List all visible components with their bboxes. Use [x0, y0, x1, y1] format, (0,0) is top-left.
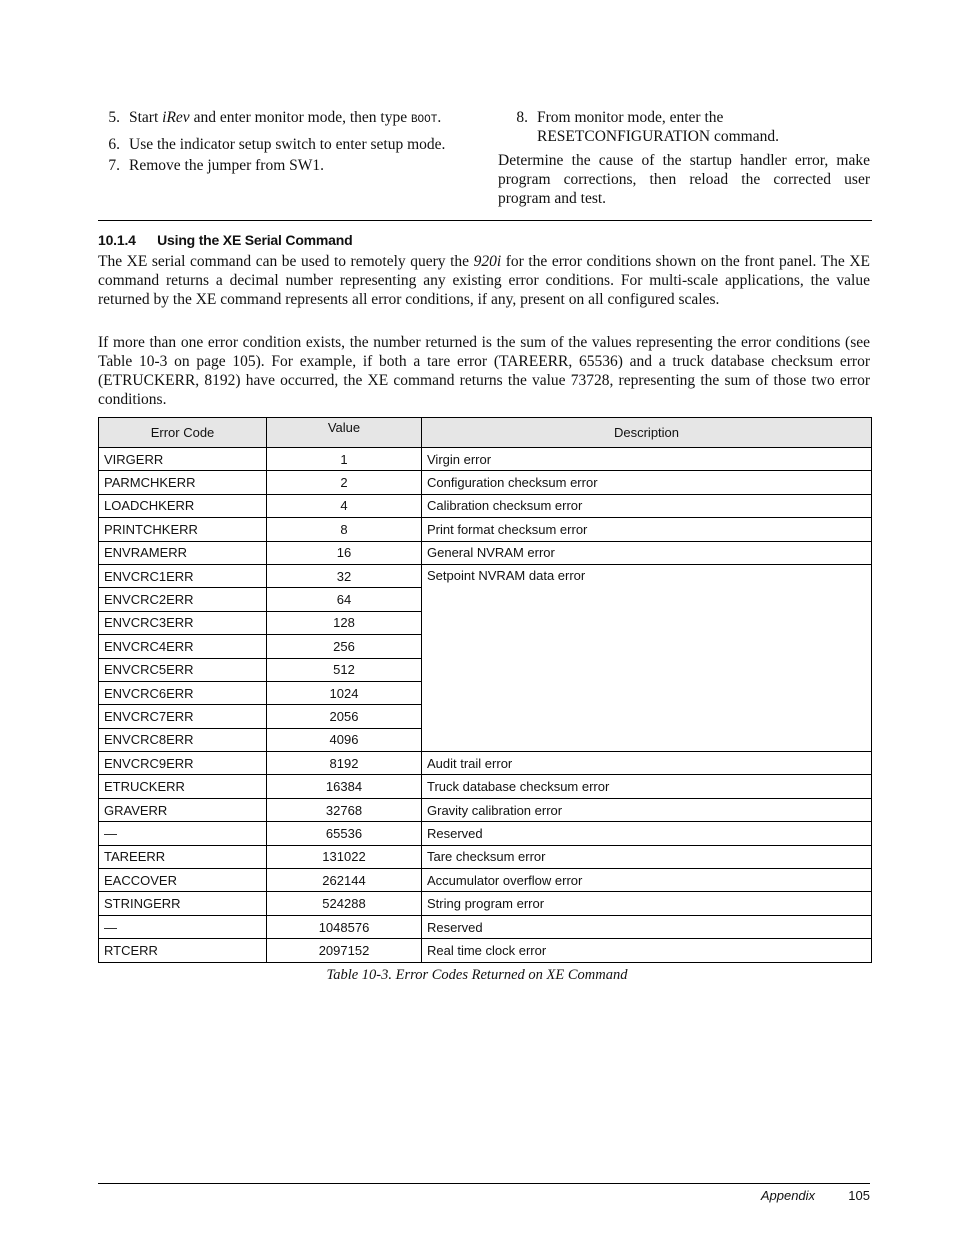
table-row [99, 915, 872, 938]
value-cell: 1024 [267, 681, 422, 704]
page-footer [700, 1188, 870, 1203]
error-code-cell: TAREERR [99, 845, 267, 868]
description-cell: Reserved [422, 915, 872, 938]
value-cell: 128 [267, 611, 422, 634]
value-cell: 512 [267, 658, 422, 681]
description-cell: Tare checksum error [422, 845, 872, 868]
value-cell: 2 [267, 471, 422, 494]
table-row [99, 448, 872, 471]
table-row [99, 541, 872, 564]
table-row [99, 845, 872, 868]
description-cell: Calibration checksum error [422, 494, 872, 517]
table-row [99, 564, 872, 587]
product-name: 920i [473, 253, 502, 270]
step-number: 5. [108, 109, 120, 126]
value-cell: 262144 [267, 869, 422, 892]
steps-right-column [498, 108, 870, 208]
error-code-cell: — [99, 822, 267, 845]
table-header-row [99, 418, 872, 448]
step-text: From monitor mode, enter the RESETCONFIGURATION command. [537, 109, 779, 145]
step-8 [498, 108, 870, 146]
description-cell: Audit trail error [422, 752, 872, 775]
error-code-cell: ENVCRC4ERR [99, 635, 267, 658]
description-cell: Virgin error [422, 448, 872, 471]
step-text: Use the indicator setup switch to enter setup mode. [129, 136, 446, 153]
value-cell: 131022 [267, 845, 422, 868]
table-row [99, 892, 872, 915]
value-cell: 16 [267, 541, 422, 564]
page-number: 105 [848, 1188, 870, 1203]
step-text: and enter monitor mode, then type [189, 109, 411, 126]
steps-left-column [98, 108, 470, 175]
table-row [99, 494, 872, 517]
error-code-cell: VIRGERR [99, 448, 267, 471]
error-code-cell: ENVCRC2ERR [99, 588, 267, 611]
value-cell: 2097152 [267, 939, 422, 962]
table-caption: Table 10-3. Error Codes Returned on XE Command [326, 967, 628, 983]
description-cell: Configuration checksum error [422, 471, 872, 494]
step-6 [98, 135, 470, 154]
step-7 [98, 156, 470, 175]
error-code-cell: PARMCHKERR [99, 471, 267, 494]
boot-command: BOOT [410, 114, 438, 126]
xe-sum-paragraph: If more than one error condition exists, the number returned is the sum of the values representing the error conditions (see Table 10-3 on page 105). For example, if both a tare error (TAREERR, 65536) and a truck database checksum error (ETRUCKERR, 8192) have occurred, the XE command returns the value 73728, representing the sum of those two error conditions. [98, 334, 870, 408]
description-cell: Setpoint NVRAM data error [422, 564, 872, 751]
column-header-value: Value [267, 418, 422, 448]
xe-intro-paragraph: The XE serial command can be used to remotely query the 920i for the error conditions shown on the front panel. The XE command returns a decimal number representing any existing error conditions. For multi-scale applications, the value returned by the XE command represents all error conditions, if any, present on all configured scales. [98, 253, 871, 308]
startup-error-paragraph: Determine the cause of the startup handler error, make program corrections, then reload the corrected user program and test. [498, 152, 870, 207]
error-codes-table [98, 417, 872, 963]
value-cell: 64 [267, 588, 422, 611]
step-text: Start [129, 109, 163, 126]
error-code-cell: GRAVERR [99, 798, 267, 821]
step-number: 6. [108, 136, 120, 153]
value-cell: 1 [267, 448, 422, 471]
table-row [99, 752, 872, 775]
value-cell: 524288 [267, 892, 422, 915]
footer-divider [98, 1183, 870, 1184]
column-header-error-code: Error Code [99, 418, 267, 448]
description-cell: Print format checksum error [422, 518, 872, 541]
step-5: 5. Start iRev and enter monitor mode, then type BOOT. [98, 108, 470, 130]
table-row [99, 775, 872, 798]
description-cell: Reserved [422, 822, 872, 845]
value-cell: 8192 [267, 752, 422, 775]
description-cell: General NVRAM error [422, 541, 872, 564]
description-cell: Real time clock error [422, 939, 872, 962]
description-cell: String program error [422, 892, 872, 915]
error-code-cell: ENVRAMERR [99, 541, 267, 564]
section-title: Using the XE Serial Command [157, 232, 353, 248]
error-code-cell: LOADCHKERR [99, 494, 267, 517]
section-heading [98, 232, 352, 248]
error-code-cell: ETRUCKERR [99, 775, 267, 798]
description-cell: Accumulator overflow error [422, 869, 872, 892]
error-code-cell: ENVCRC9ERR [99, 752, 267, 775]
table-row [99, 822, 872, 845]
value-cell: 16384 [267, 775, 422, 798]
error-code-cell: ENVCRC6ERR [99, 681, 267, 704]
step-number: 7. [108, 157, 120, 174]
error-code-cell: ENVCRC5ERR [99, 658, 267, 681]
value-cell: 1048576 [267, 915, 422, 938]
error-code-cell: RTCERR [99, 939, 267, 962]
table-row [99, 471, 872, 494]
error-code-cell: ENVCRC1ERR [99, 564, 267, 587]
footer-section: Appendix [760, 1188, 816, 1203]
value-cell: 4096 [267, 728, 422, 751]
section-number: 10.1.4 [98, 232, 136, 248]
error-code-cell: — [99, 915, 267, 938]
error-code-cell: ENVCRC8ERR [99, 728, 267, 751]
value-cell: 32 [267, 564, 422, 587]
error-code-cell: PRINTCHKERR [99, 518, 267, 541]
error-code-cell: ENVCRC7ERR [99, 705, 267, 728]
table-row [99, 869, 872, 892]
description-cell: Gravity calibration error [422, 798, 872, 821]
value-cell: 8 [267, 518, 422, 541]
step-text: Remove the jumper from SW1. [129, 157, 324, 174]
table-row [99, 798, 872, 821]
irev-name: iRev [162, 109, 190, 126]
value-cell: 4 [267, 494, 422, 517]
step-number: 8. [516, 109, 528, 126]
section-divider [98, 220, 872, 221]
value-cell: 2056 [267, 705, 422, 728]
table-row [99, 939, 872, 962]
error-code-cell: ENVCRC3ERR [99, 611, 267, 634]
description-cell: Truck database checksum error [422, 775, 872, 798]
error-code-cell: EACCOVER [99, 869, 267, 892]
error-code-cell: STRINGERR [99, 892, 267, 915]
value-cell: 32768 [267, 798, 422, 821]
column-header-description: Description [422, 418, 872, 448]
value-cell: 65536 [267, 822, 422, 845]
table-row [99, 518, 872, 541]
value-cell: 256 [267, 635, 422, 658]
